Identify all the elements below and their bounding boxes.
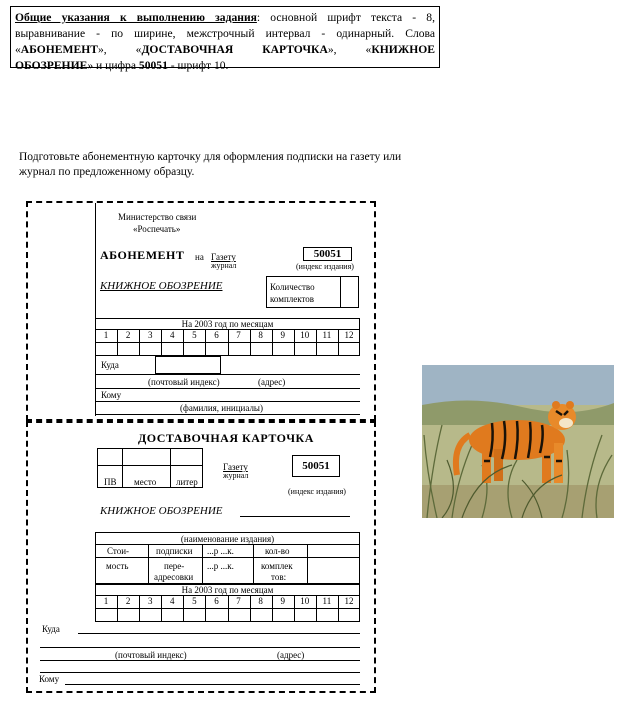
line bbox=[202, 544, 203, 584]
rub-label-2: ...р ...к. bbox=[207, 561, 234, 571]
subscription-month-7: 7 bbox=[236, 330, 241, 340]
surname-label: (фамилия, инициалы) bbox=[180, 403, 263, 413]
line bbox=[95, 544, 360, 545]
subscription-month-5: 5 bbox=[192, 330, 197, 340]
month-divider bbox=[117, 329, 118, 356]
where-label: Куда bbox=[101, 360, 119, 370]
line bbox=[78, 633, 360, 634]
line bbox=[95, 414, 360, 415]
pv-label: ПВ bbox=[104, 477, 117, 487]
delivery-whom-label: Кому bbox=[39, 674, 60, 684]
delivery-month-10: 10 bbox=[300, 596, 310, 606]
newspaper-label: Газету bbox=[211, 252, 236, 262]
delivery-postal-index-label: (почтовый индекс) bbox=[115, 650, 187, 660]
liter-label: литер bbox=[176, 477, 198, 487]
ministry-label: Министерство связи bbox=[118, 212, 197, 222]
subscription-month-11: 11 bbox=[322, 330, 332, 340]
line bbox=[40, 647, 360, 648]
subscription-month-3: 3 bbox=[147, 330, 153, 340]
subscription-months-header: На 2003 год по месяцам bbox=[181, 319, 274, 329]
month-divider bbox=[272, 329, 273, 356]
line bbox=[40, 660, 360, 661]
delivery-month-6: 6 bbox=[214, 596, 219, 606]
month-divider bbox=[250, 595, 251, 622]
line bbox=[65, 684, 360, 685]
sub-label-2: пере- bbox=[164, 561, 185, 571]
line bbox=[307, 544, 308, 584]
publication-name: КНИЖНОЕ ОБОЗРЕНИЕ bbox=[100, 280, 223, 292]
subscription-month-4: 4 bbox=[170, 330, 175, 340]
delivery-month-3: 3 bbox=[147, 596, 153, 606]
line bbox=[97, 465, 203, 466]
subscription-month-1: 1 bbox=[103, 330, 109, 340]
index-label: (индекс издания) bbox=[296, 262, 354, 271]
month-divider bbox=[161, 595, 162, 622]
journal-label: журнал bbox=[211, 261, 237, 270]
subscription-title: АБОНЕМЕНТ bbox=[100, 248, 185, 262]
cost-label-1: Стои- bbox=[107, 546, 130, 556]
line bbox=[170, 448, 171, 488]
month-divider bbox=[183, 329, 184, 356]
cost-label-2: мость bbox=[106, 561, 129, 571]
month-divider bbox=[139, 595, 140, 622]
delivery-month-4: 4 bbox=[170, 596, 175, 606]
subscription-month-9: 9 bbox=[280, 330, 285, 340]
quantity-divider bbox=[340, 276, 341, 308]
delivery-months-header: На 2003 год по месяцам bbox=[181, 585, 274, 595]
qty-label-3: тов: bbox=[271, 572, 287, 582]
month-divider bbox=[316, 595, 317, 622]
pub-name-label: (наименование издания) bbox=[180, 534, 275, 544]
line bbox=[122, 448, 123, 488]
subscription-month-6: 6 bbox=[214, 330, 219, 340]
sub-label-3: адресовки bbox=[154, 572, 194, 582]
agency-label: «Роспечать» bbox=[133, 224, 181, 234]
month-divider bbox=[117, 595, 118, 622]
instructions-heading: Общие указания к выполнению задания bbox=[15, 11, 257, 24]
quantity-label: Количество bbox=[270, 282, 315, 292]
month-divider bbox=[294, 595, 295, 622]
delivery-month-12: 12 bbox=[344, 596, 354, 606]
month-divider bbox=[139, 329, 140, 356]
line bbox=[95, 557, 360, 558]
sky bbox=[422, 365, 614, 405]
index-number: 50051 bbox=[313, 248, 342, 260]
where-box bbox=[155, 356, 221, 374]
whom-label: Кому bbox=[101, 390, 122, 400]
delivery-month-7: 7 bbox=[236, 596, 241, 606]
delivery-index-label: (индекс издания) bbox=[288, 487, 346, 496]
line bbox=[148, 544, 149, 584]
month-divider bbox=[228, 595, 229, 622]
delivery-newspaper-label: Газету bbox=[223, 462, 248, 472]
instructions-box: Общие указания к выполнению задания: основной шрифт текста - 8, выравнивание - по ширине, межстрочный интервал - одинарный. Слова «АБОНЕМЕНТ», «ДОСТАВОЧНАЯ КАРТОЧКА», «КНИЖНОЕ ОБОЗРЕНИЕ» и цифра 50051 - шрифт 10. bbox=[10, 6, 440, 68]
delivery-title: ДОСТАВОЧНАЯ КАРТОЧКА bbox=[138, 431, 314, 445]
line bbox=[95, 401, 360, 402]
rub-label-1: ...р ...к. bbox=[207, 546, 234, 556]
month-divider bbox=[272, 595, 273, 622]
sub-label-1: подписки bbox=[156, 546, 193, 556]
month-divider bbox=[338, 329, 339, 356]
line bbox=[40, 672, 360, 673]
delivery-month-8: 8 bbox=[258, 596, 263, 606]
delivery-index-number: 50051 bbox=[302, 460, 330, 472]
delivery-publication-name: КНИЖНОЕ ОБОЗРЕНИЕ bbox=[100, 505, 223, 517]
quantity-label-2: комплектов bbox=[270, 294, 315, 304]
month-divider bbox=[316, 329, 317, 356]
line bbox=[95, 388, 360, 389]
month-divider bbox=[294, 329, 295, 356]
address-label: (адрес) bbox=[258, 377, 286, 387]
month-divider bbox=[161, 329, 162, 356]
delivery-where-label: Куда bbox=[42, 624, 60, 634]
subscription-month-12: 12 bbox=[344, 330, 354, 340]
subscription-divider bbox=[95, 203, 96, 416]
qty-label-1: кол-во bbox=[265, 546, 290, 556]
qty-label-2: комплек bbox=[261, 561, 293, 571]
on-label: на bbox=[195, 252, 204, 262]
subscription-month-8: 8 bbox=[258, 330, 263, 340]
delivery-month-2: 2 bbox=[125, 596, 131, 606]
tiger-illustration bbox=[422, 365, 614, 518]
delivery-month-9: 9 bbox=[280, 596, 285, 606]
delivery-month-11: 11 bbox=[322, 596, 332, 606]
month-divider bbox=[183, 595, 184, 622]
delivery-address-label: (адрес) bbox=[277, 650, 305, 660]
month-divider bbox=[250, 329, 251, 356]
delivery-journal-label: журнал bbox=[223, 471, 249, 480]
month-divider bbox=[338, 595, 339, 622]
month-divider bbox=[228, 329, 229, 356]
intro-text: Подготовьте абонементную карточку для оформления подписки на газету или журнал по предложенному образцу. bbox=[19, 151, 402, 178]
line bbox=[253, 544, 254, 584]
postal-index-label: (почтовый индекс) bbox=[148, 377, 220, 387]
month-divider bbox=[205, 595, 206, 622]
month-divider bbox=[205, 329, 206, 356]
subscription-month-10: 10 bbox=[300, 330, 310, 340]
place-label: место bbox=[134, 477, 157, 487]
subscription-month-2: 2 bbox=[125, 330, 131, 340]
line bbox=[240, 516, 350, 517]
delivery-month-1: 1 bbox=[103, 596, 109, 606]
line bbox=[95, 374, 360, 375]
delivery-month-5: 5 bbox=[192, 596, 197, 606]
